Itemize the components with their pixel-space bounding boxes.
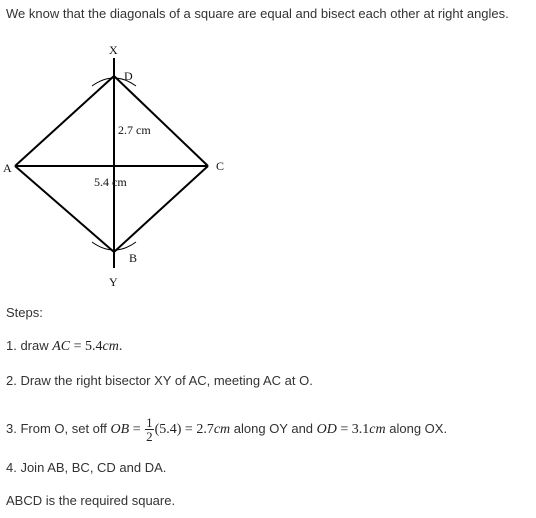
label-b: B bbox=[129, 251, 138, 265]
intro-text: We know that the diagonals of a square are equal and bisect each other at right angles. bbox=[6, 6, 509, 21]
step-1-prefix: 1. draw bbox=[6, 338, 53, 353]
fraction-numerator: 1 bbox=[146, 415, 153, 430]
label-ac-measure: 5.4 cm bbox=[94, 175, 127, 189]
step-3-unit2: cm bbox=[369, 421, 386, 437]
steps-heading: Steps: bbox=[6, 305, 43, 320]
step-3-eq: = bbox=[129, 421, 145, 437]
side-dc bbox=[114, 76, 208, 166]
label-x: X bbox=[109, 43, 118, 57]
step-1-dot: . bbox=[118, 339, 123, 354]
label-d: D bbox=[124, 69, 133, 83]
side-ad bbox=[15, 76, 114, 166]
step-3-end: along OX. bbox=[385, 420, 448, 436]
step-3 bbox=[6, 416, 447, 443]
step-1 bbox=[6, 338, 122, 355]
conclusion: ABCD is the required square. bbox=[6, 493, 176, 508]
label-od-measure: 2.7 cm bbox=[118, 123, 151, 137]
step-1-ac: AC bbox=[52, 339, 71, 354]
step-3-unit: cm bbox=[213, 421, 231, 437]
side-cb bbox=[114, 166, 208, 252]
step-3-paren: (5.4) = 2.7 bbox=[154, 421, 214, 437]
label-a: A bbox=[3, 161, 12, 175]
step-2: 2. Draw the right bisector XY of AC, meeting AC at O. bbox=[6, 373, 313, 388]
step-4: 4. Join AB, BC, CD and DA. bbox=[6, 460, 167, 475]
step-3-ob: OB bbox=[110, 421, 130, 437]
step-3-eq2: = 3.1 bbox=[336, 421, 370, 437]
step-3-fraction bbox=[145, 416, 154, 443]
step-1-eq: = 5.4 bbox=[70, 339, 103, 354]
fraction-denominator: 2 bbox=[146, 429, 153, 444]
step-1-unit: cm bbox=[102, 339, 119, 354]
construction-figure bbox=[0, 36, 240, 296]
step-3-prefix: 3. From O, set off bbox=[6, 420, 111, 436]
step-3-mid: along OY and bbox=[230, 420, 317, 436]
label-y: Y bbox=[109, 275, 118, 289]
step-3-od: OD bbox=[316, 421, 337, 437]
label-c: C bbox=[216, 159, 225, 173]
